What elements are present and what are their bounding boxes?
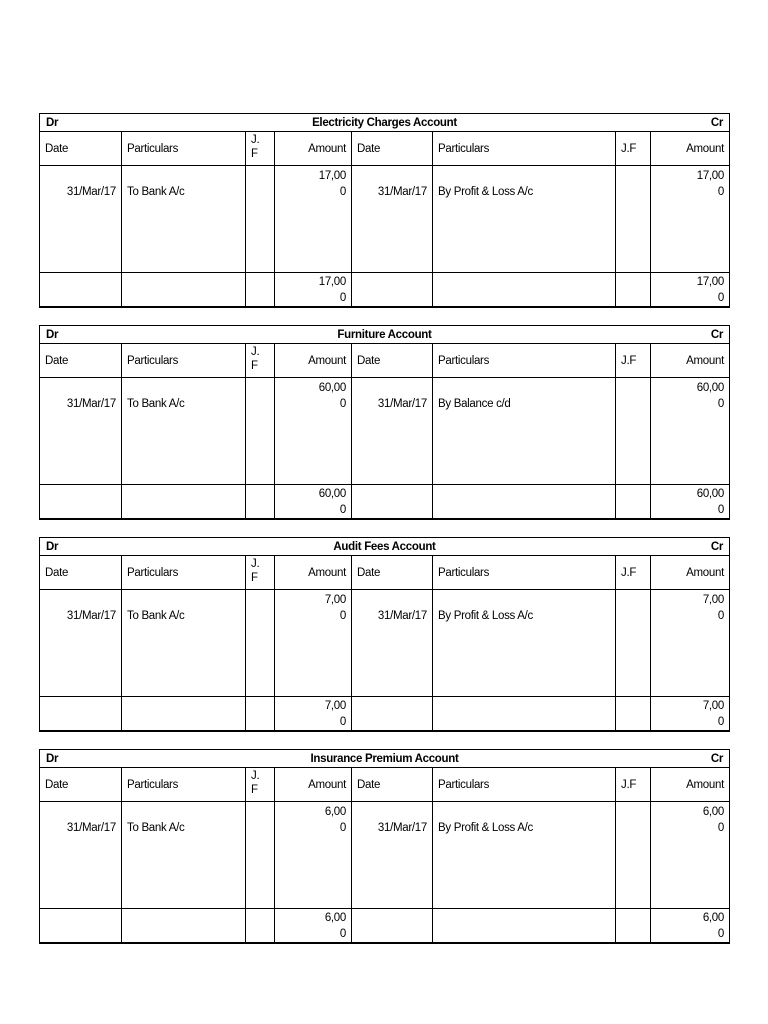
credit-amount: 60,00 0 (651, 378, 730, 485)
credit-particulars: By Balance c/d (433, 378, 616, 485)
cr-label: Cr (710, 117, 723, 129)
header-date: Date (352, 556, 433, 590)
ledger-furniture (39, 325, 730, 520)
header-date: Date (40, 556, 122, 590)
debit-jf (246, 802, 275, 909)
credit-jf (616, 166, 651, 273)
header-amount: Amount (651, 556, 730, 590)
dr-label: Dr (46, 329, 59, 341)
header-particulars: Particulars (433, 344, 616, 378)
debit-jf (246, 166, 275, 273)
credit-total: 6,00 0 (651, 909, 730, 944)
header-amount: Amount (275, 556, 352, 590)
account-title: Insurance Premium Account (310, 753, 459, 765)
credit-date: 31/Mar/17 (352, 802, 433, 909)
ledger-title-row (40, 326, 730, 344)
cr-label: Cr (710, 541, 723, 553)
debit-date: 31/Mar/17 (40, 378, 122, 485)
credit-particulars: By Profit & Loss A/c (433, 590, 616, 697)
debit-total: 6,00 0 (275, 909, 352, 944)
header-particulars: Particulars (433, 132, 616, 166)
debit-amount: 17,00 0 (275, 166, 352, 273)
debit-amount: 7,00 0 (275, 590, 352, 697)
header-date: Date (352, 132, 433, 166)
header-jf: J.F (616, 768, 651, 802)
debit-amount: 6,00 0 (275, 802, 352, 909)
header-amount: Amount (651, 768, 730, 802)
header-particulars: Particulars (433, 768, 616, 802)
credit-amount: 7,00 0 (651, 590, 730, 697)
debit-particulars: To Bank A/c (122, 590, 246, 697)
credit-date: 31/Mar/17 (352, 378, 433, 485)
debit-date: 31/Mar/17 (40, 590, 122, 697)
account-title: Electricity Charges Account (312, 117, 457, 129)
debit-jf (246, 590, 275, 697)
debit-total: 7,00 0 (275, 697, 352, 732)
ledger-insurance-premium (39, 749, 730, 944)
header-amount: Amount (651, 344, 730, 378)
debit-total: 17,00 0 (275, 273, 352, 308)
debit-jf (246, 378, 275, 485)
ledger-title-row (40, 114, 730, 132)
credit-amount: 17,00 0 (651, 166, 730, 273)
debit-amount: 60,00 0 (275, 378, 352, 485)
ledger-electricity-charges (39, 113, 730, 308)
header-amount: Amount (275, 132, 352, 166)
debit-date: 31/Mar/17 (40, 802, 122, 909)
debit-date: 31/Mar/17 (40, 166, 122, 273)
header-amount: Amount (275, 768, 352, 802)
header-date: Date (40, 344, 122, 378)
credit-jf (616, 590, 651, 697)
header-jf: J.F (616, 344, 651, 378)
ledger-title-row (40, 750, 730, 768)
header-jf: J.F (616, 556, 651, 590)
credit-amount: 6,00 0 (651, 802, 730, 909)
header-amount: Amount (275, 344, 352, 378)
credit-date: 31/Mar/17 (352, 590, 433, 697)
header-particulars: Particulars (433, 556, 616, 590)
ledger-title-row (40, 538, 730, 556)
header-jf: J. F (246, 344, 275, 378)
credit-jf (616, 802, 651, 909)
credit-total: 17,00 0 (651, 273, 730, 308)
header-date: Date (40, 768, 122, 802)
ledger-audit-fees (39, 537, 730, 732)
header-date: Date (40, 132, 122, 166)
header-jf: J.F (616, 132, 651, 166)
credit-date: 31/Mar/17 (352, 166, 433, 273)
header-particulars: Particulars (122, 132, 246, 166)
header-jf: J. F (246, 556, 275, 590)
account-title: Audit Fees Account (333, 541, 436, 553)
account-title: Furniture Account (337, 329, 432, 341)
header-particulars: Particulars (122, 556, 246, 590)
dr-label: Dr (46, 541, 59, 553)
credit-total: 60,00 0 (651, 485, 730, 520)
credit-particulars: By Profit & Loss A/c (433, 802, 616, 909)
debit-particulars: To Bank A/c (122, 166, 246, 273)
cr-label: Cr (710, 329, 723, 341)
credit-jf (616, 378, 651, 485)
dr-label: Dr (46, 117, 59, 129)
header-date: Date (352, 344, 433, 378)
dr-label: Dr (46, 753, 59, 765)
header-particulars: Particulars (122, 344, 246, 378)
debit-particulars: To Bank A/c (122, 378, 246, 485)
header-jf: J. F (246, 132, 275, 166)
debit-total: 60,00 0 (275, 485, 352, 520)
credit-particulars: By Profit & Loss A/c (433, 166, 616, 273)
header-jf: J. F (246, 768, 275, 802)
header-particulars: Particulars (122, 768, 246, 802)
cr-label: Cr (710, 753, 723, 765)
debit-particulars: To Bank A/c (122, 802, 246, 909)
header-date: Date (352, 768, 433, 802)
credit-total: 7,00 0 (651, 697, 730, 732)
header-amount: Amount (651, 132, 730, 166)
